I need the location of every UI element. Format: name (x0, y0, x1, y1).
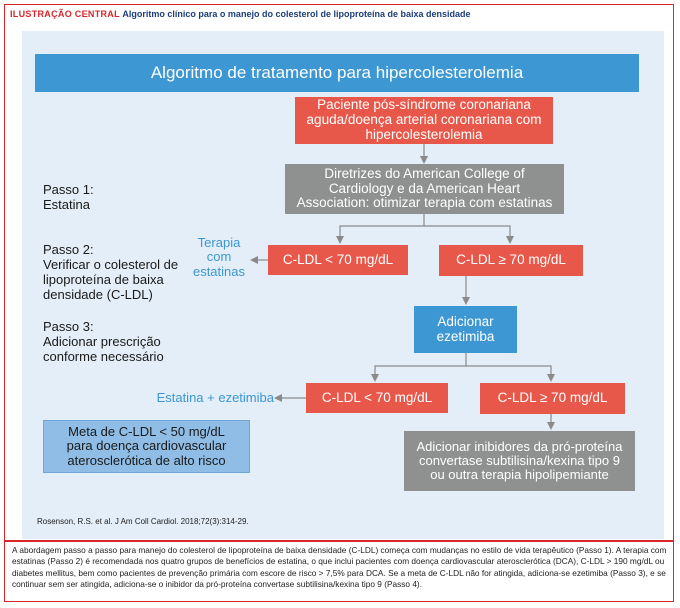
add-ezetimibe-node: Adicionar ezetimiba (414, 306, 517, 353)
step-3-text: Adicionar prescrição conforme necessário (43, 333, 164, 364)
arrow-ezetimibe-to-high2 (466, 366, 551, 380)
caption-divider (4, 540, 674, 542)
figure-caption: A abordagem passo a passo para manejo do colesterol de lipoproteína de baixa densidade (C-LDL) começa com mudanças no estilo de vida terapêutico (Passo 1). A terapia com estatinas (Passo 2) é recomendada nos quatro grupos de benefícios de estatina, o que inclui pacientes com doença cardiovascular aterosclerótica (DCA), C-LDL > 190 mg/dL ou diabetes mellitus, bem como pacientes de prevenção primária com escore de risco > 7,5% para DCA. Se a meta de C-LDL não for atingida, adiciona-se ezetimiba (Passo 3), e se continuar sem ser atingida, adiciona-se o inibidor da pró-proteína convertase subtilisina/kexina tipo 9 (Passo 4). (12, 545, 667, 590)
step-2-title: Passo 2: (43, 242, 94, 257)
figure-title: Algoritmo clínico para o manejo do colesterol de lipoproteína de baixa densidade (122, 9, 471, 19)
ldl-high-node-1: C-LDL ≥ 70 mg/dL (439, 245, 583, 276)
step-3-title: Passo 3: (43, 319, 94, 334)
arrow-guidelines-to-high1 (424, 226, 510, 242)
ldl-low-node-2: C-LDL < 70 mg/dL (306, 383, 448, 413)
figure-tag: ILUSTRAÇÃO CENTRAL (10, 9, 120, 19)
diagram-banner: Algoritmo de tratamento para hipercolesterolemia (35, 54, 639, 92)
step-1-title: Passo 1: (43, 182, 94, 197)
guidelines-node: Diretrizes do American College of Cardiology e da American Heart Association: otimizar terapia com estatinas (285, 164, 564, 214)
step-1-text: Estatina (43, 196, 90, 212)
arrow-guidelines-to-low1 (340, 214, 424, 242)
step-3 (43, 320, 183, 365)
ldl-goal-box: Meta de C-LDL < 50 mg/dL para doença cardiovascular aterosclerótica de alto risco (43, 420, 250, 473)
pcsk9-node: Adicionar inibidores da pró-proteína convertase subtilisina/kexina tipo 9 ou outra terapia hipolipemiante (404, 431, 635, 491)
statin-therapy-label: Terapia com estatinas (192, 235, 246, 279)
step-2-text: Verificar o colesterol de lipoproteína de baixa densidade (C-LDL) (43, 256, 179, 302)
arrow-ezetimibe-to-low2 (375, 353, 466, 380)
patient-node: Paciente pós-síndrome coronariana aguda/doença arterial coronariana com hipercolesterolemia (295, 97, 553, 144)
statin-ezetimibe-label: Estatina + ezetimiba (156, 390, 274, 405)
citation: Rosenson, R.S. et al. J Am Coll Cardiol. 2018;72(3):314-29. (37, 517, 249, 526)
ldl-high-node-2: C-LDL ≥ 70 mg/dL (480, 383, 625, 414)
step-2 (43, 243, 205, 303)
ldl-low-node-1: C-LDL < 70 mg/dL (268, 245, 408, 275)
step-1 (43, 183, 163, 213)
